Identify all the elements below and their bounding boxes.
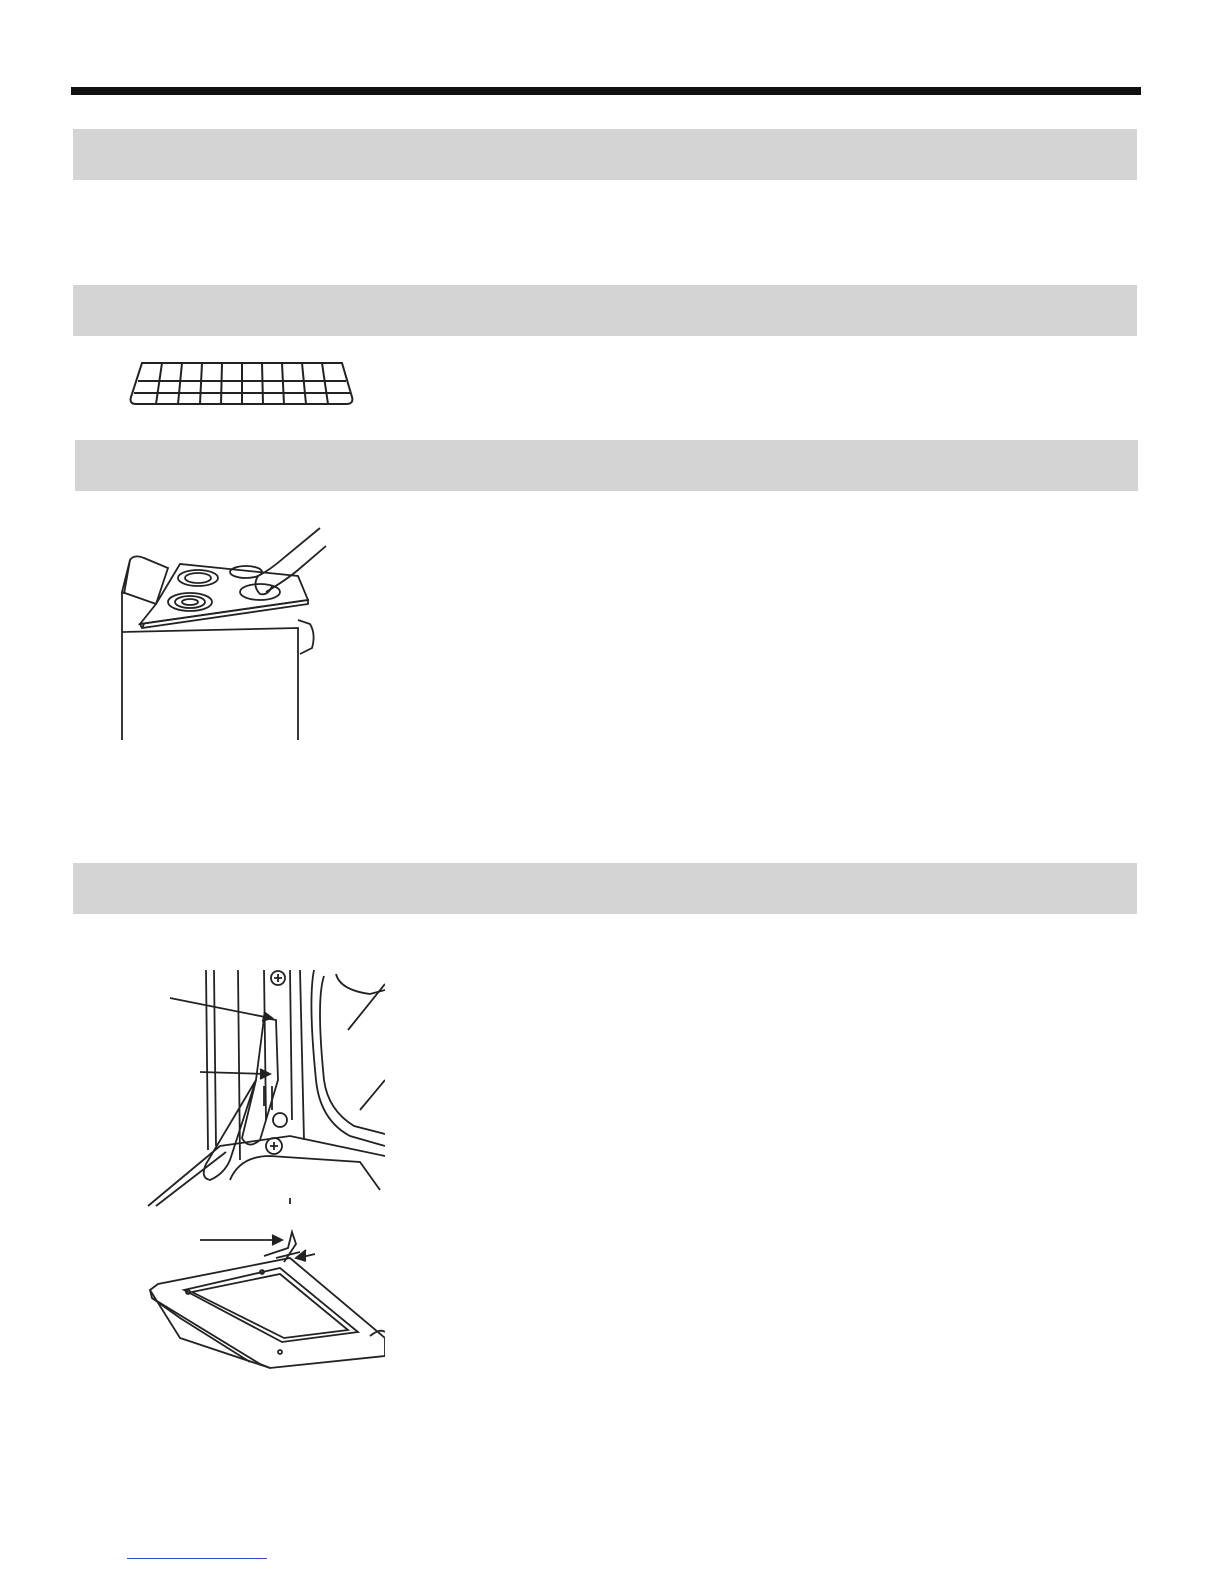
section-header-bar-1: [73, 129, 1137, 180]
section-header-bar-2: [73, 285, 1137, 336]
removed-oven-door-illustration: [140, 1228, 385, 1373]
section-header-bar-4: [73, 863, 1137, 914]
section-header-bar-3: [75, 440, 1138, 491]
lift-up-cooktop-illustration: [110, 520, 332, 740]
footer-link-underline[interactable]: [127, 1558, 267, 1559]
door-hinge-lock-illustration: [140, 960, 385, 1210]
oven-rack-illustration: [126, 357, 358, 409]
top-rule: [71, 87, 1141, 95]
